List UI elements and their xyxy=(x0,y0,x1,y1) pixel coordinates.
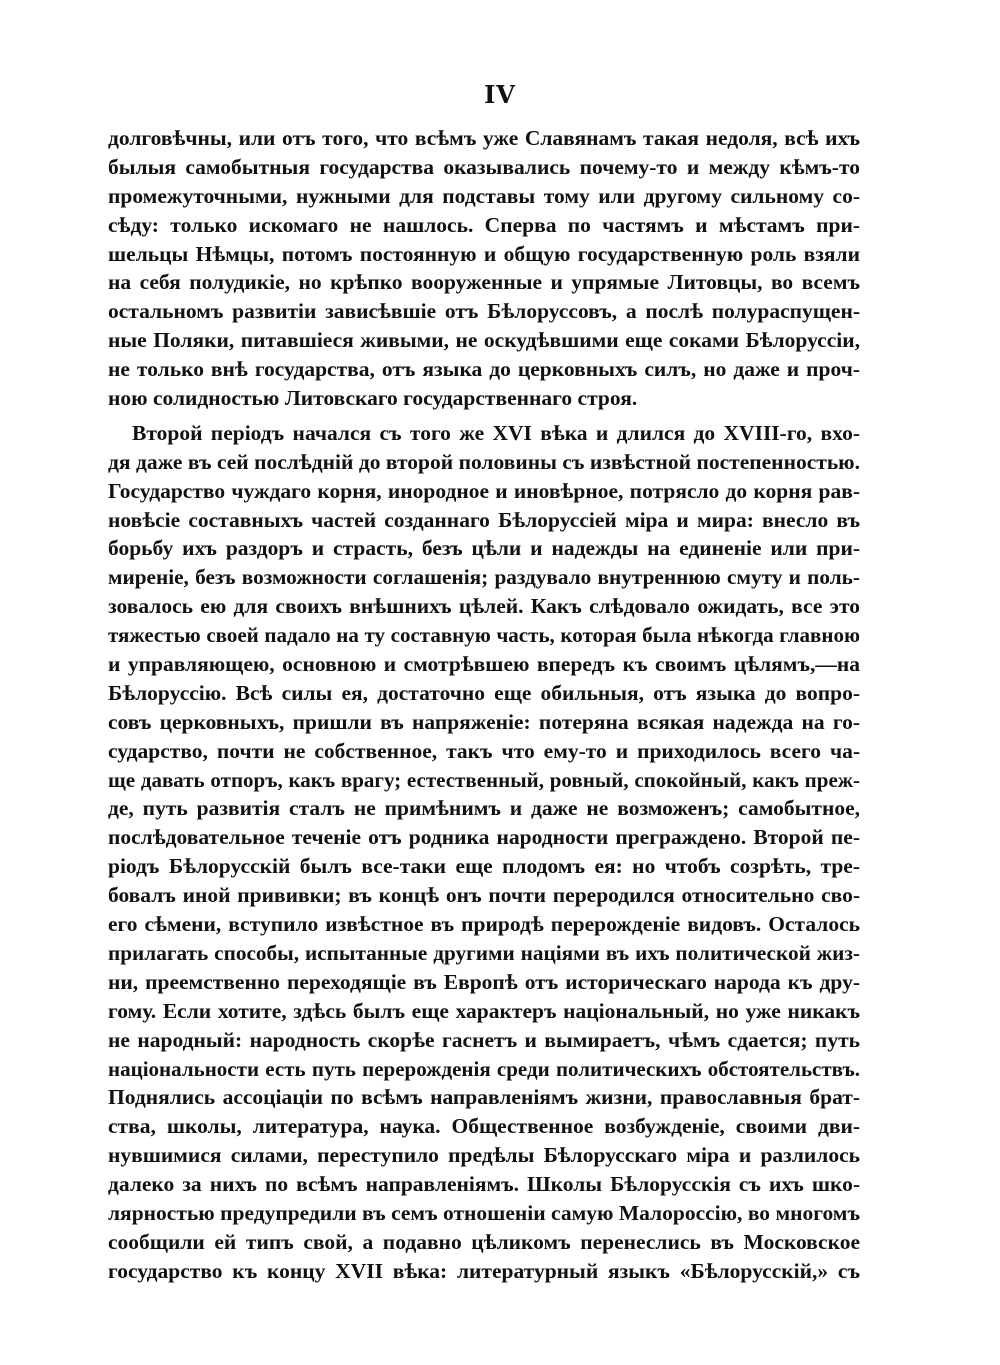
text-line: гому. Если хотите, здѣсь былъ еще характеръ національный, но уже никакъ xyxy=(108,998,860,1023)
text-line: совъ церковныхъ, пришли въ напряженіе: потеряна всякая надежда на го- xyxy=(108,709,860,734)
text-line: Бѣлоруссію. Всѣ силы ея, достаточно еще обильныя, отъ языка до вопро- xyxy=(108,680,860,705)
text-line: бовалъ иной прививки; въ концѣ онъ почти переродился относительно сво- xyxy=(108,883,860,908)
text-line: національности есть путь перерожденія среди политическихъ обстоятельствъ. xyxy=(108,1056,860,1081)
text-line: промежуточными, нужными для подставы тому или другому сильному со- xyxy=(108,183,860,208)
text-line: миреніе, безъ возможности соглашенія; раздувало внутреннюю смуту и поль- xyxy=(108,565,860,590)
text-line: ства, школы, литература, наука. Общественное возбужденіе, своими дви- xyxy=(108,1114,860,1139)
text-line: ные Поляки, питавшіеся живыми, не оскудѣвшими еще соками Бѣлоруссіи, xyxy=(108,328,860,353)
text-line: тяжестью своей падало на ту составную часть, которая была нѣкогда главною xyxy=(108,623,860,648)
text-line: дя даже въ сей послѣдній до второй половины съ извѣстной постепенностью. xyxy=(108,449,860,474)
text-line: государство къ концу XVII вѣка: литературный языкъ «Бѣлорусскій,» съ xyxy=(108,1258,860,1283)
text-line: ще давать отпоръ, какъ врагу; естественный, ровный, спокойный, какъ преж- xyxy=(108,767,860,792)
text-line: шельцы Нѣмцы, потомъ постоянную и общую государственную роль взяли xyxy=(108,241,860,266)
text-line: сударство, почти не собственное, такъ что ему-то и приходилось всего ча- xyxy=(108,738,860,763)
text-line: на себя полудикіе, но крѣпко вооруженные и упрямые Литовцы, во всемъ xyxy=(108,270,860,295)
page-body-text xyxy=(108,124,860,1286)
text-line: Государство чуждаго корня, инородное и иновѣрное, потрясло до корня рав- xyxy=(108,478,860,503)
text-line: ною солидностью Литовскаго государственнаго строя. xyxy=(108,386,638,411)
text-line: не только внѣ государства, отъ языка до церковныхъ силъ, но даже и проч- xyxy=(108,357,860,382)
text-line: долговѣчны, или отъ того, что всѣмъ уже Славянамъ такая недоля, всѣ ихъ xyxy=(108,126,860,150)
text-line: былыя самобытныя государства оказывались почему-то и между кѣмъ-то xyxy=(108,154,860,179)
text-line: борьбу ихъ раздоръ и страсть, безъ цѣли и надежды на единеніе или при- xyxy=(108,536,860,561)
page-number: IV xyxy=(484,80,516,109)
text-line: прилагать способы, испытанные другими націями въ ихъ политической жиз- xyxy=(108,940,860,965)
text-line: нувшимися силами, переступило предѣлы Бѣлорусскаго міра и разлилось xyxy=(108,1143,860,1168)
text-line: ни, преемственно переходящіе въ Европѣ отъ историческаго народа къ дру- xyxy=(108,969,860,994)
text-line: новѣсіе составныхъ частей созданнаго Бѣлоруссіей міра и мира: внесло въ xyxy=(108,507,860,532)
text-line: зовалось ею для своихъ внѣшнихъ цѣлей. Какъ слѣдовало ожидать, все это xyxy=(108,594,860,619)
text-line: сѣду: только искомаго не нашлось. Сперва по частямъ и мѣстамъ при- xyxy=(108,212,860,237)
text-line: Поднялись ассоціаціи по всѣмъ направленіямъ жизни, православныя брат- xyxy=(108,1085,860,1110)
paragraph-1 xyxy=(108,124,860,413)
text-line: лярностью предупредили въ семъ отношеніи самую Малороссію, во многомъ xyxy=(108,1200,860,1225)
paragraph-2 xyxy=(108,419,860,1286)
text-line: не народный: народность скорѣе гаснетъ и вымираетъ, чѣмъ сдается; путь xyxy=(108,1027,860,1052)
text-line: сообщили ей типъ свой, а подавно цѣликомъ перенеслись въ Московское xyxy=(108,1229,860,1254)
text-line: послѣдовательное теченіе отъ родника народности преграждено. Второй пе- xyxy=(108,825,860,850)
text-line: ріодъ Бѣлорусскій былъ все-таки еще плодомъ ея: но чтобъ созрѣть, тре- xyxy=(108,854,860,879)
text-line: Второй періодъ начался съ того же XVI вѣка и длился до XVIII-го, вхо- xyxy=(132,420,860,445)
text-line: де, путь развитія сталъ не примѣнимъ и даже не возможенъ; самобытное, xyxy=(108,796,860,821)
text-line: и управляющею, основною и смотрѣвшею впередъ къ своимъ цѣлямъ,—на xyxy=(108,652,860,677)
text-line: его сѣмени, вступило извѣстное въ природѣ перерожденіе видовъ. Осталось xyxy=(108,912,860,937)
text-line: далеко за нихъ по всѣмъ направленіямъ. Школы Бѣлорусскія съ ихъ шко- xyxy=(108,1172,860,1197)
text-line: остальномъ развитіи зависѣвшіе отъ Бѣлоруссовъ, а послѣ полураспущен- xyxy=(108,299,860,324)
